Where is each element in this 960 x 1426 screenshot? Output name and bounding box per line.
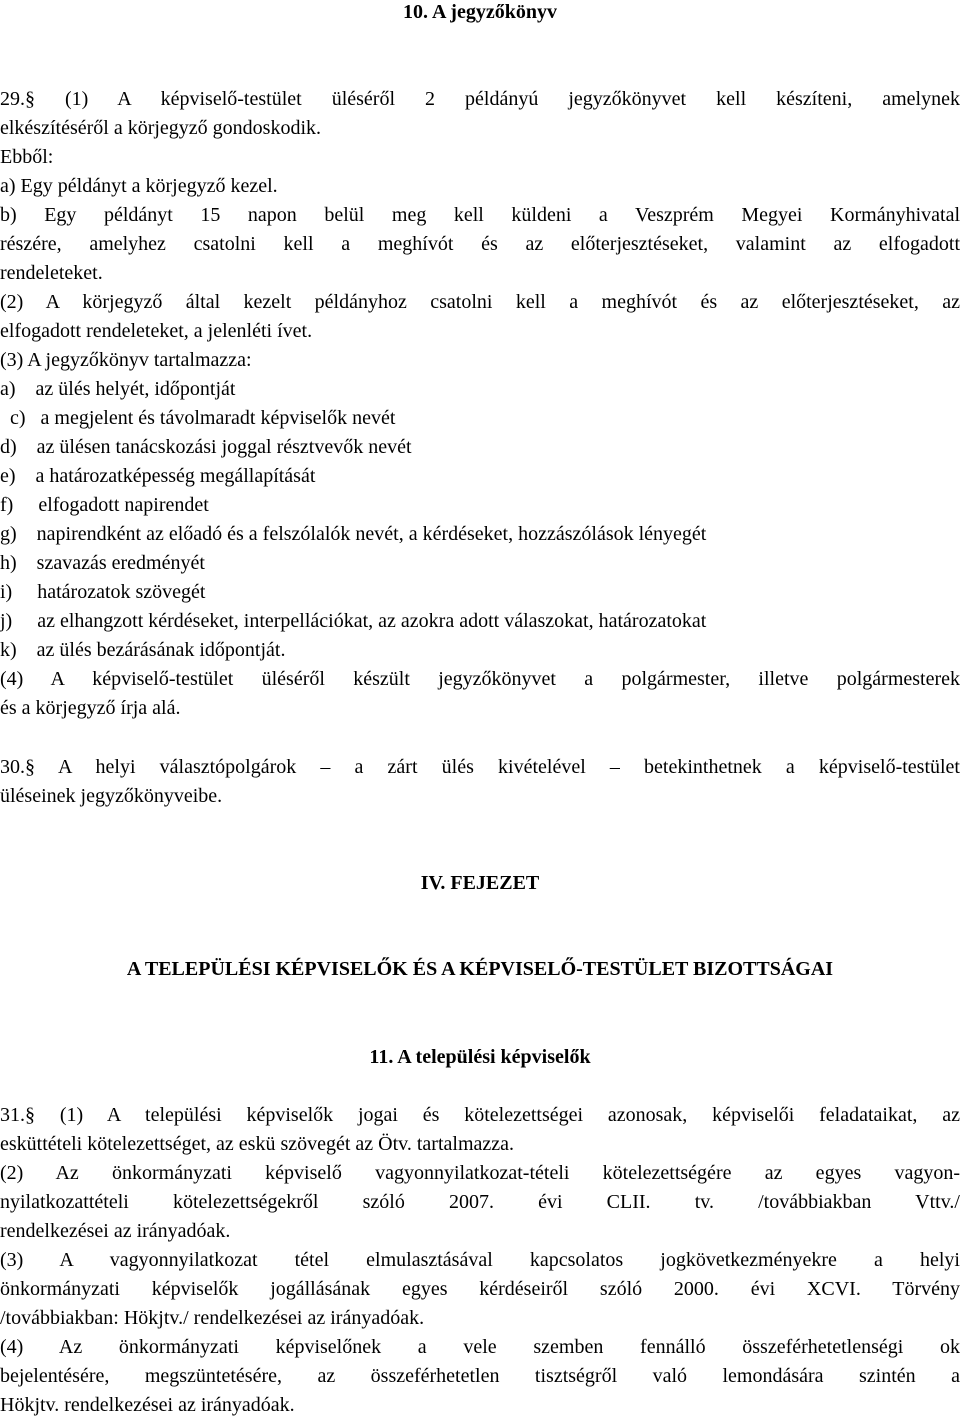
text-line: 29.§ (1) A képviselő-testület üléséről 2 példányú jegyzőkönyvet kell készíteni, amelynek (0, 88, 960, 110)
text-line: a) Egy példányt a körjegyző kezel. (0, 175, 278, 197)
heading: 10. A jegyzőkönyv (403, 1, 557, 23)
text-line: g) napirendként az előadó és a felszólalók nevét, a kérdéseket, hozzászólások lényegét (0, 523, 707, 545)
text-line: f) elfogadott napirendet (0, 494, 209, 516)
text-line: 30.§ A helyi választópolgárok – a zárt ülés kivételével – betekinthetnek a képviselő-testület (0, 756, 960, 778)
text-line: a) az ülés helyét, időpontját (0, 378, 236, 400)
text-line: (4) A képviselő-testület üléséről készült jegyzőkönyvet a polgármester, illetve polgármesterek (0, 668, 960, 690)
text-line: b) Egy példányt 15 napon belül meg kell küldeni a Veszprém Megyei Kormányhivatal (0, 204, 960, 226)
text-line: (3) A jegyzőkönyv tartalmazza: (0, 349, 252, 371)
text-line: i) határozatok szövegét (0, 581, 206, 603)
text-line: bejelentésére, megszüntetésére, az összeférhetetlen tisztségről való lemondására szintén a (0, 1365, 960, 1387)
text-line: rendeleteket. (0, 262, 103, 284)
text-line: üléseinek jegyzőkönyveibe. (0, 785, 223, 807)
text-line: önkormányzati képviselők jogállásának egyes kérdéseiről szóló 2000. évi XCVI. Törvény (0, 1278, 960, 1300)
text-line: elkészítéséről a körjegyző gondoskodik. (0, 117, 322, 139)
text-line: c) a megjelent és távolmaradt képviselők nevét (0, 407, 396, 429)
text-line: részére, amelyhez csatolni kell a meghívót és az előterjesztéseket, valamint az elfogadott (0, 233, 960, 255)
heading: A TELEPÜLÉSI KÉPVISELŐK ÉS A KÉPVISELŐ-TESTÜLET BIZOTTSÁGAI (126, 958, 834, 980)
text-line: (4) Az önkormányzati képviselőnek a vele szemben fennálló összeférhetetlenségi ok (0, 1336, 960, 1358)
text-line: 31.§ (1) A települési képviselők jogai és kötelezettségei azonosak, képviselői feladataikat, az (0, 1104, 960, 1126)
text-line: (2) A körjegyző által kezelt példányhoz csatolni kell a meghívót és az előterjesztéseket, az (0, 291, 960, 313)
text-line: Ebből: (0, 146, 54, 168)
text-line: j) az elhangzott kérdéseket, interpellációkat, az azokra adott válaszokat, határozatokat (0, 610, 707, 632)
text-line: /továbbiakban: Hökjtv./ rendelkezései az irányadóak. (0, 1307, 425, 1329)
text-line: k) az ülés bezárásának időpontját. (0, 639, 286, 661)
text-line: (3) A vagyonnyilatkozat tétel elmulasztásával kapcsolatos jogkövetkezményekre a helyi (0, 1249, 960, 1271)
text-line: (2) Az önkormányzati képviselő vagyonnyilatkozat-tételi kötelezettségére az egyes vagyon- (0, 1162, 960, 1184)
text-line: elfogadott rendeleteket, a jelenléti ívet. (0, 320, 313, 342)
text-line: Hökjtv. rendelkezései az irányadóak. (0, 1394, 295, 1416)
heading: IV. FEJEZET (420, 872, 540, 894)
text-line: rendelkezései az irányadóak. (0, 1220, 231, 1242)
text-line: h) szavazás eredményét (0, 552, 205, 574)
text-line: e) a határozatképesség megállapítását (0, 465, 316, 487)
text-line: d) az ülésen tanácskozási joggal résztvevők nevét (0, 436, 412, 458)
heading: 11. A települési képviselők (369, 1046, 591, 1068)
text-line: nyilatkozattételi kötelezettségekről szóló 2007. évi CLII. tv. /továbbiakban Vttv./ (0, 1191, 960, 1213)
text-line: és a körjegyző írja alá. (0, 697, 181, 719)
text-line: esküttételi kötelezettséget, az eskü szövegét az Ötv. tartalmazza. (0, 1133, 515, 1155)
